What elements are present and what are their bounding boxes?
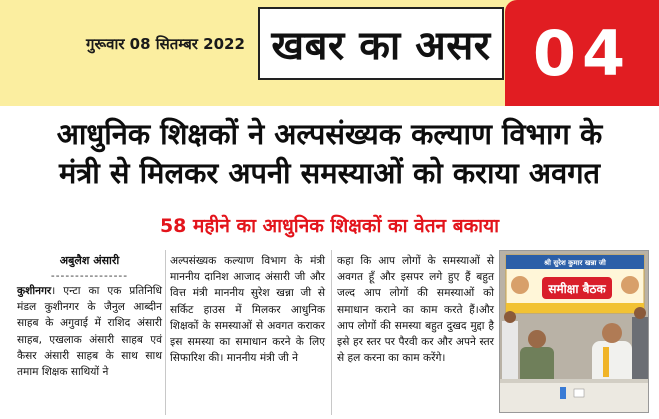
brand-box: [258, 7, 504, 80]
byline-rule: ----------------: [50, 270, 129, 282]
column-1-text: । एन्टा का एक प्रतिनिधि मंडल कुशीनगर के जैनुल आब्दीन साहब के अगुवाई में राशिद अंसारी साहब, एखलाक अंसारी साहब एवं कैसर अंसारी साहब के साथ साथ तमाम शिक्षक साथियों ने: [17, 285, 162, 379]
meeting-photo-illustration: [500, 251, 649, 413]
brand-title: खबर का असर: [271, 23, 491, 69]
banner-name: श्री सुरेश कुमार खन्ना जी: [544, 259, 606, 267]
page-number-box: [505, 0, 659, 106]
article-column-1: [17, 253, 162, 380]
meeting-photo: [499, 250, 649, 413]
banner-title: समीक्षा बैठक: [548, 282, 606, 296]
headline-line-1: आधुनिक शिक्षकों ने अल्पसंख्यक कल्याण विभाग के: [56, 117, 603, 151]
byline: अबुलैश अंसारी: [59, 254, 120, 267]
masthead: [0, 0, 659, 106]
article-column-3: [337, 253, 494, 366]
subheadline: 58 महीने का आधुनिक शिक्षकों का वेतन बकाया: [159, 215, 500, 237]
headline-line-2: मंत्री से मिलकर अपनी समस्याओं को कराया अवगत: [58, 156, 601, 190]
headline: [0, 115, 659, 193]
column-3-text: कहा कि आप लोगों के समस्याओं से अवगत हूँ और इसपर लगे हुए हैं बहुत जल्द आप लोगों की समस्याओं को समाधान कराने का काम करते हैं।और आप लोगों की समस्या बहुत दुखद मुद्दा है इसे हर स्तर पर पैरवी कर और अपने स्तर से हल करना का काम करेंगे।: [337, 255, 494, 365]
column-divider: [165, 250, 166, 415]
issue-date: गुरूवार 08 सितम्बर 2022: [86, 35, 245, 53]
column-divider: [331, 250, 332, 415]
page-number: 04: [532, 16, 632, 90]
article-column-2: [170, 253, 325, 366]
column-2-text: अल्पसंख्यक कल्याण विभाग के मंत्री माननीय दानिश आजाद अंसारी जी और वित्त मंत्री माननीय सुरेश खन्ना जी से सर्किट हाउस में मिलकर आधुनिक शिक्षकों के समस्याओं से अवगत कराकर इस समस्या का समाधान करने के लिए सिफारिश की। माननीय मंत्री जी ने: [170, 255, 325, 365]
dateline: कुशीनगर: [17, 285, 52, 297]
